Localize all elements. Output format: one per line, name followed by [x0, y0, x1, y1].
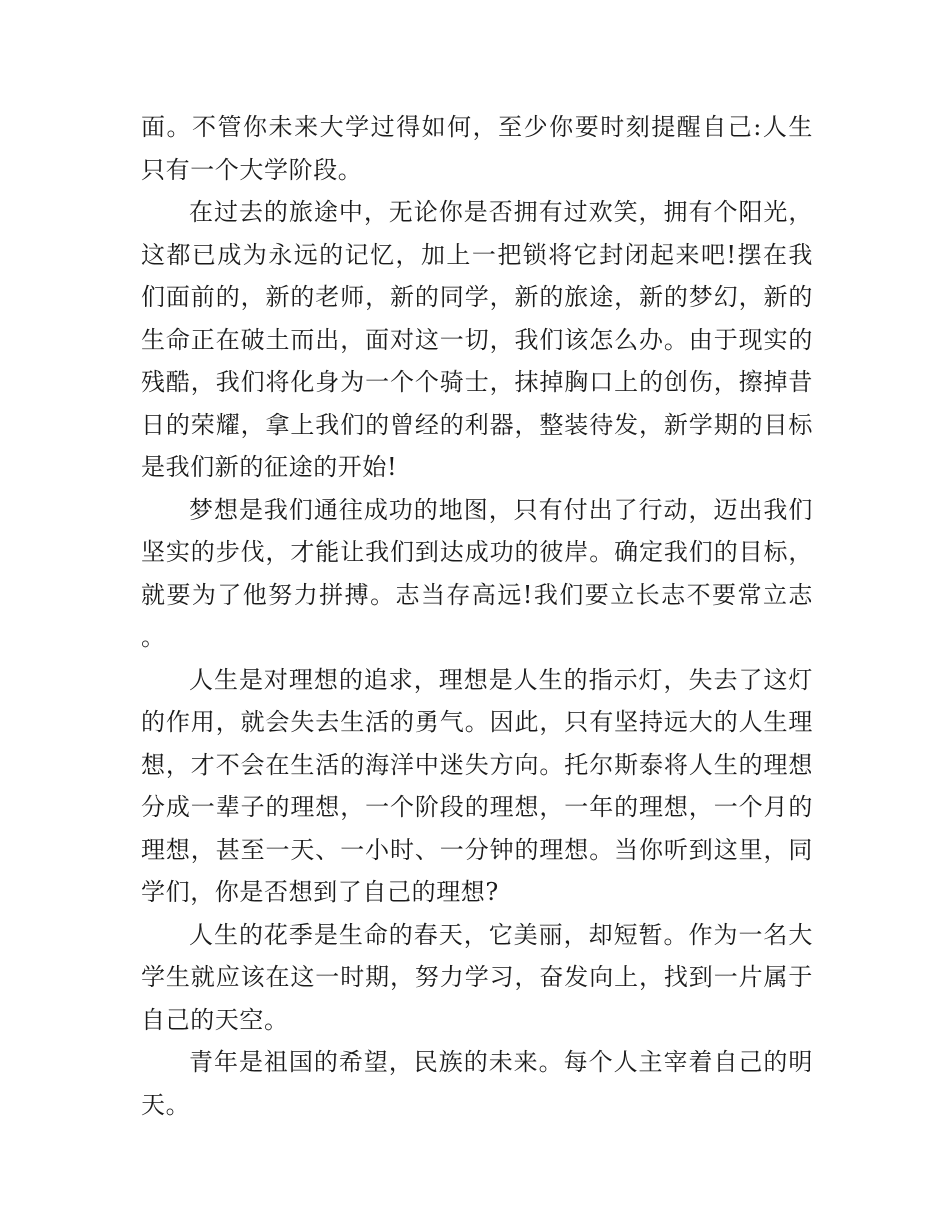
paragraph-future: 青年是祖国的希望，民族的未来。每个人主宰着自己的明天。 — [141, 1048, 813, 1119]
paragraph-journey: 在过去的旅途中，无论你是否拥有过欢笑，拥有个阳光，这都已成为永远的记忆，加上一把锁将它封闭起来吧!摆在我们面前的，新的老师，新的同学，新的旅途，新的梦幻，新的生命正在破土而出，面对这一切，我们该怎么办。由于现实的残酷，我们将化身为一个个骑士，抹掉胸口上的创伤，擦掉昔日的荣耀，拿上我们的曾经的利器，整装待发，新学期的目标是我们新的征途的开始! — [141, 198, 813, 481]
document-body — [141, 106, 813, 1126]
paragraph-ideal: 人生是对理想的追求，理想是人生的指示灯，失去了这灯的作用，就会失去生活的勇气。因此，只有坚持远大的人生理想，才不会在生活的海洋中迷失方向。托尔斯泰将人生的理想分成一辈子的理想，一个阶段的理想，一年的理想，一个月的理想，甚至一天、一小时、一分钟的理想。当你听到这里，同学们，你是否想到了自己的理想? — [141, 665, 813, 906]
paragraph-continuation: 面。不管你未来大学过得如何，至少你要时刻提醒自己:人生只有一个大学阶段。 — [141, 113, 813, 184]
paragraph-dream: 梦想是我们通往成功的地图，只有付出了行动，迈出我们坚实的步伐，才能让我们到达成功的彼岸。确定我们的目标，就要为了他努力拼搏。志当存高远!我们要立长志不要常立志。 — [141, 495, 813, 651]
paragraph-youth-season: 人生的花季是生命的春天，它美丽，却短暂。作为一名大学生就应该在这一时期，努力学习，奋发向上，找到一片属于自己的天空。 — [141, 920, 813, 1034]
